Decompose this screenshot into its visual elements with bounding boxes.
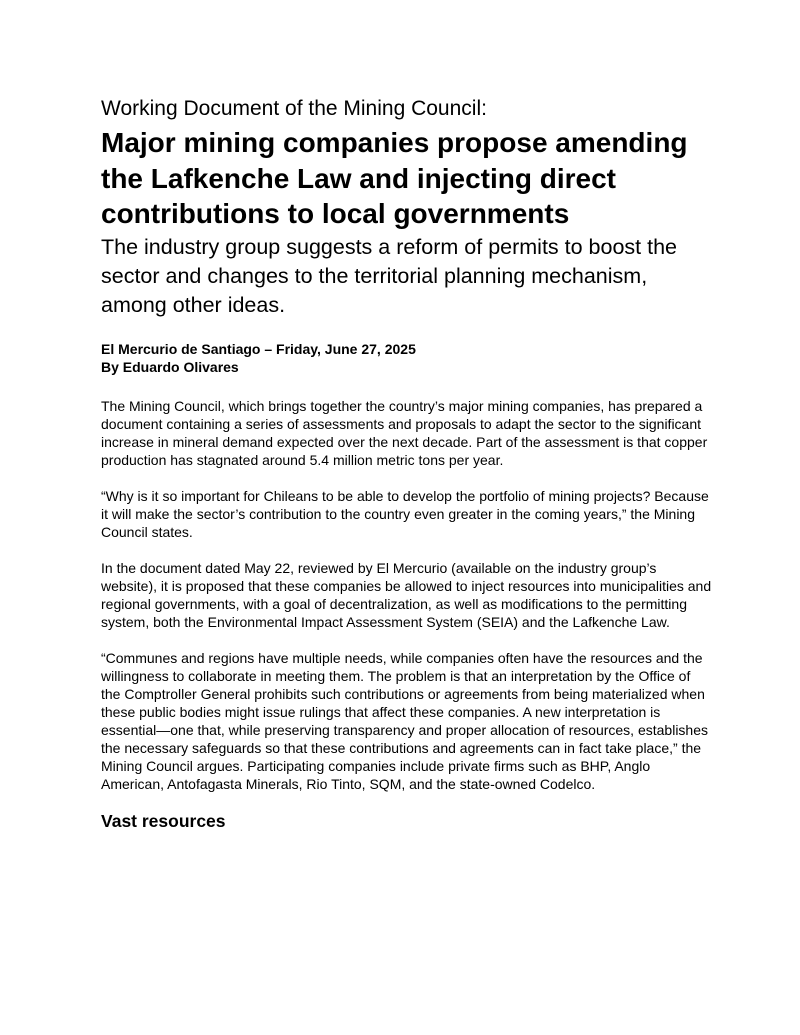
article-kicker: Working Document of the Mining Council: — [101, 97, 487, 120]
body-paragraph: “Communes and regions have multiple needs, while companies often have the resources and the willingness to collaborate in meeting them. The problem is that an interpretation by the Office of the Comptroller General prohibits such contributions or agreements from being materialized when these public bodies might issue rulings that affect these companies. A new interpretation is essential—one that, while preserving transparency and proper allocation of resources, establishes the necessary safeguards so that these contributions and agreements can in fact take place,” the Mining Council argues. Participating companies include private firms such as BHP, Anglo American, Antofagasta Minerals, Rio Tinto, SQM, and the state-owned Codelco. — [101, 649, 709, 792]
article — [101, 96, 713, 832]
section-heading: Vast resources — [101, 810, 226, 831]
article-subheadline: The industry group suggests a reform of permits to boost the sector and changes to the territorial planning mechanism, among other ideas. — [101, 234, 678, 317]
author: By Eduardo Olivares — [101, 358, 239, 375]
dateline: El Mercurio de Santiago – Friday, June 27, 2025 — [101, 340, 416, 357]
body-paragraph: In the document dated May 22, reviewed by El Mercurio (available on the industry group’s website), it is proposed that these companies be allowed to inject resources into municipalities and regional governments, with a goal of decentralization, as well as modifications to the permitting system, both the Environmental Impact Assessment System (SEIA) and the Lafkenche Law. — [101, 559, 712, 630]
article-headline: Major mining companies propose amending the Lafkenche Law and injecting direct contributions to local governments — [101, 127, 688, 229]
body-paragraph: “Why is it so important for Chileans to be able to develop the portfolio of mining projects? Because it will make the sector’s contribution to the country even greater in the coming years,” the Mining Council states. — [101, 487, 709, 540]
byline — [101, 340, 713, 376]
body-paragraph: The Mining Council, which brings together the country’s major mining companies, has prepared a document containing a series of assessments and proposals to adapt the sector to the significant increase in mineral demand expected over the next decade. Part of the assessment is that copper production has stagnated around 5.4 million metric tons per year. — [101, 397, 708, 468]
